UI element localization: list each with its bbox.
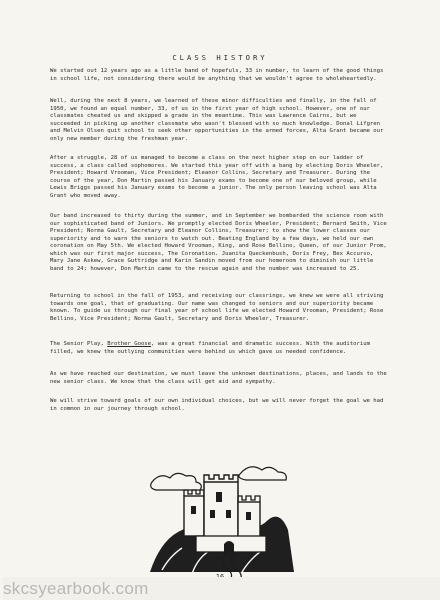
paragraph-4: Our band increased to thirty during the summer, and in September we bombarded the science room with our sophisticated band of Juniors. We promptly elected Doris Wheeler, President; Bernard Smith, Vice President; Norma Gault, Secretary and Eleanor Collins, Treasurer; to show the lower classes our superiority and to warn the seniors to watch out. Beating England by a few days, we held our own coronation on May 5th. We elected Howard Vrooman, King, and Rose Bellino, Queen, of our Junior Prom, which was our first major success, The Coronation. Juanita Queckenbush, Doris Frey, Bex Accurso, Mary Jane Askew, Grace Guttridge and Karin Sandin moved from our homeroom to diminish our little band to 24; however, Don Martin came to the rescue again and the number was increased to 25. [50,213,387,272]
paragraph-5: Returning to school in the fall of 1953, and receiving our classrings, we knew we were all striving towards one goal, that of graduating. Our name was changed to seniors and our superiority became known. To guide us through our final year of school life we elected Howard Vrooman, President; Rose Bellino, Vice President; Norma Gault, Secretary and Doris Wheeler, Treasurer. [50,293,384,322]
paragraph-1: We started out 12 years ago as a little band of hopefuls, 33 in number, to learn of the good things in school life, not considering there would be anything that we wouldn't agree to wholeheartedly. [50,68,384,82]
paragraph-2: Well, during the next 8 years, we learned of these minor difficulties and finally, in the fall of 1950, we found an equal number, 33, of us in the first year of high school. However, one of our classmates cheated us and skipped a grade in the meantime. This was Lawrence Cairns, but we succeeded in picking up another classmate who wasn't blessed with so much knowledge. Donal Lifgren and Melvin Olsen quit school to seek other opportunities in the armed forces, Alta Grant became our only new member during the freshman year. [50,98,384,142]
page-title: CLASS HISTORY [172,53,268,62]
paragraph-7: As we have reached our destination, we must leave the unknown destinations, places, and lands to the new senior class. We know that the class will get aid and sympathy. [50,371,387,385]
watermark: skcsyearbook.com [3,577,440,600]
play-title: Brother Goose [107,341,152,347]
paragraph-8: We will strive toward goals of our own individual choices, but we will never forget the goal we had in common in our journey through school. [50,398,384,412]
paragraph-6: The Senior Play, Brother Goose, was a great financial and dramatic success. With the auditorium filled, we knew the outlying communities were behind us which gave us needed confidence. [50,341,370,355]
paragraph-3: After a struggle, 28 of us managed to become a class on the next higher step on our ladder of success, a class called sophomores. We started this year off with a bang by electing Doris Wheeler, President; Howard Vrooman, Vice President; Eleanor Collins, Secretary and Treasurer. During the course of the year, Don Martin passed his January exams to become one of our beloved group, while Lewis Briggs passed his January exams to become a junior. The only person leaving school was Alta Grant who moved away. [50,155,384,199]
castle-illustration [132,452,312,584]
